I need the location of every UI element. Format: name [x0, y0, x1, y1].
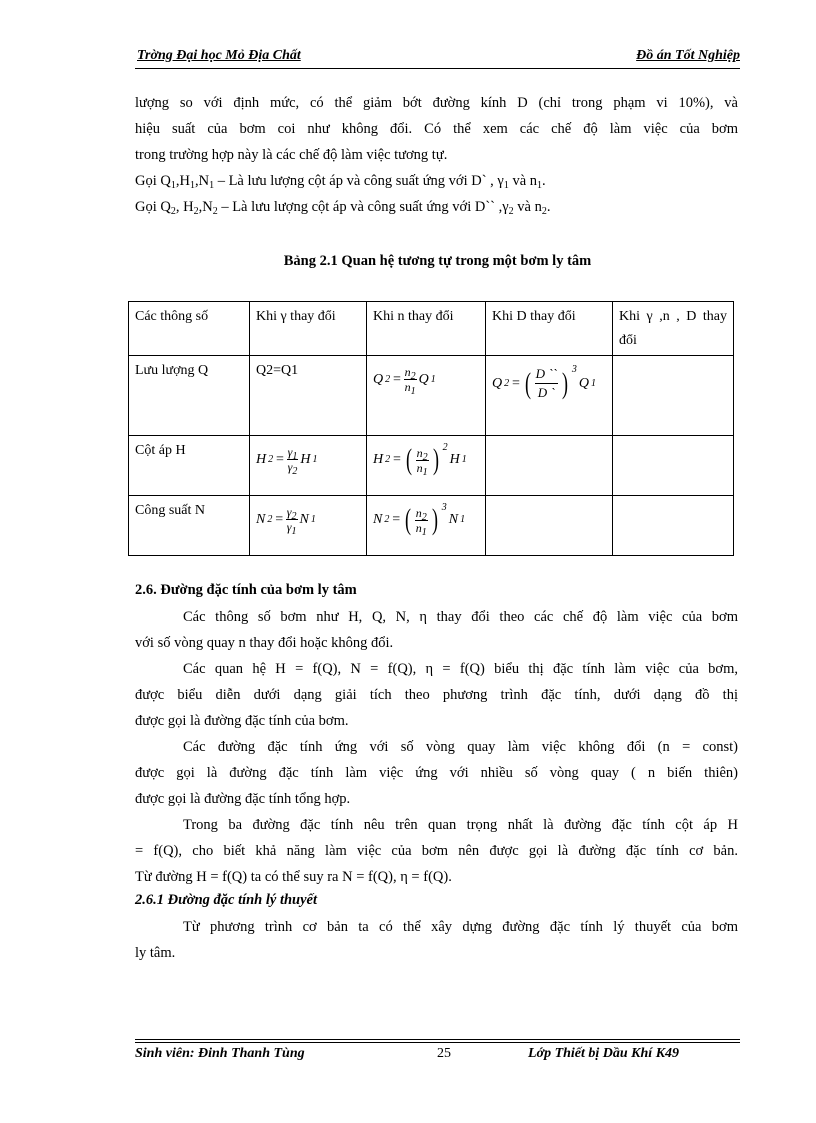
cell-q-n [367, 356, 486, 436]
row-label-q: Lưu lượng Q [129, 356, 250, 436]
cell-q-d [486, 356, 613, 436]
intro-line-1: lượng so với định mức, có thể giảm bớt đường kính D (chỉ trong phạm vi 10%), và [135, 95, 738, 111]
p4-line-2: = f(Q), cho biết khả năng làm việc của bơm nên được gọi là đường đặc tính cơ bản. [135, 843, 738, 859]
p2-line-2: được biểu diễn dưới dạng giải tích theo phương trình đặc tính, dưới dạng đồ thị [135, 687, 738, 703]
header-all: Khi γ ,n , D thay đổi [613, 302, 734, 356]
similarity-table [128, 301, 734, 556]
p4-line-3: Từ đường H = f(Q) ta có thể suy ra N = f(Q), η = f(Q). [135, 869, 452, 885]
footer-page-number: 25 [437, 1046, 451, 1061]
header-gamma: Khi γ thay đổi [250, 302, 367, 356]
cell-n-all [613, 496, 734, 556]
intro-line-2: hiệu suất của bơm coi như không đổi. Có thể xem các chế độ làm việc của bơm [135, 121, 738, 137]
p5-line-2: ly tâm. [135, 945, 176, 961]
footer-student: Sinh viên: Đinh Thanh Tùng [135, 1046, 305, 1061]
p2-line-3: được gọi là đường đặc tính của bơm. [135, 713, 349, 729]
section-2-6-body [135, 604, 738, 890]
p3-line-3: được gọi là đường đặc tính tổng hợp. [135, 791, 351, 807]
cell-n-n [367, 496, 486, 556]
footer-class: Lớp Thiết bị Dầu Khí K49 [528, 1046, 680, 1061]
cell-h-n [367, 436, 486, 496]
row-label-h: Cột áp H [129, 436, 250, 496]
p3-line-2: được gọi là đường đặc tính làm việc ứng với nhiều số vòng quay ( n biến thiên) [135, 765, 738, 781]
intro-line-3: trong trường hợp này là các chế độ làm việc tương tự. [135, 147, 448, 163]
header-params: Các thông số [129, 302, 250, 356]
footer-rule-2 [135, 1042, 740, 1043]
cell-h-all [613, 436, 734, 496]
goi-line-2: Gọi $Q_2$, $H_2,N_2$ – Là lưu lượng cột áp và công suất ứng với D`` $,\gamma_2$ và $n_2$. [135, 199, 551, 217]
p4-line-1: Trong ba đường đặc tính nêu trên quan trọng nhất là đường đặc tính cột áp H [183, 817, 738, 833]
header-university: Trờng Đại học Mỏ Địa Chất [137, 48, 301, 63]
intro-paragraph [135, 90, 738, 220]
section-2-6-1-title: 2.6.1 Đường đặc tính lý thuyết [135, 892, 318, 908]
footer-rule-1 [135, 1039, 740, 1040]
formula-q-n: Q 2 = $\frac{n_2}{n_1}$ Q 1 [373, 365, 436, 397]
formula-n-gamma: N 2 = $\frac{\gamma_2}{\gamma_1}$ N 1 [256, 505, 316, 537]
formula-n-n: N 2 = ( $\frac{n_2}{n_1}$ ) $^3$ N 1 [373, 502, 466, 538]
cell-q-all [613, 356, 734, 436]
cell-n-d [486, 496, 613, 556]
header-n: Khi n thay đổi [367, 302, 486, 356]
page-header [135, 48, 740, 68]
p3-line-1: Các đường đặc tính ứng với số vòng quay làm việc không đổi (n = const) [183, 739, 738, 755]
header-rule [135, 68, 740, 69]
table-caption: Bảng 2.1 Quan hệ tương tự trong một bơm ly tâm [283, 253, 592, 269]
p5-line-1: Từ phương trình cơ bản ta có thể xây dựng đường đặc tính lý thuyết của bơm [183, 919, 738, 935]
header-thesis: Đồ án Tốt Nghiệp [636, 48, 740, 63]
row-label-n: Công suất N [129, 496, 250, 556]
goi-line-1: Gọi $Q_1,H_1,N_1$ – Là lưu lượng cột áp và công suất ứng với D` , $\gamma_1$ và $n_1$. [135, 173, 546, 191]
header-d: Khi D thay đổi [486, 302, 613, 356]
section-2-6-title: 2.6. Đường đặc tính của bơm ly tâm [135, 582, 357, 598]
cell-h-gamma [250, 436, 367, 496]
cell-h-d [486, 436, 613, 496]
cell-q-gamma: Q2=Q1 [250, 356, 367, 436]
formula-h-gamma: H 2 = $\frac{\gamma_1}{\gamma_2}$ H 1 [256, 445, 318, 477]
p1-line-2: với số vòng quay n thay đổi hoặc không đổi. [135, 635, 394, 651]
formula-h-n: H 2 = ( $\frac{n_2}{n_1}$ ) $^2$ H 1 [373, 442, 467, 478]
section-2-6-1-body [135, 914, 738, 966]
p2-line-1: Các quan hệ H = f(Q), N = f(Q), η = f(Q) biểu thị đặc tính làm việc của bơm, [183, 661, 738, 677]
p1-line-1: Các thông số bơm như H, Q, N, η thay đổi theo các chế độ làm việc của bơm [183, 609, 738, 625]
cell-n-gamma [250, 496, 367, 556]
formula-q-d: Q 2 = ( $\frac{D ``}{D `}$ ) $^3$ Q 1 [492, 363, 596, 400]
